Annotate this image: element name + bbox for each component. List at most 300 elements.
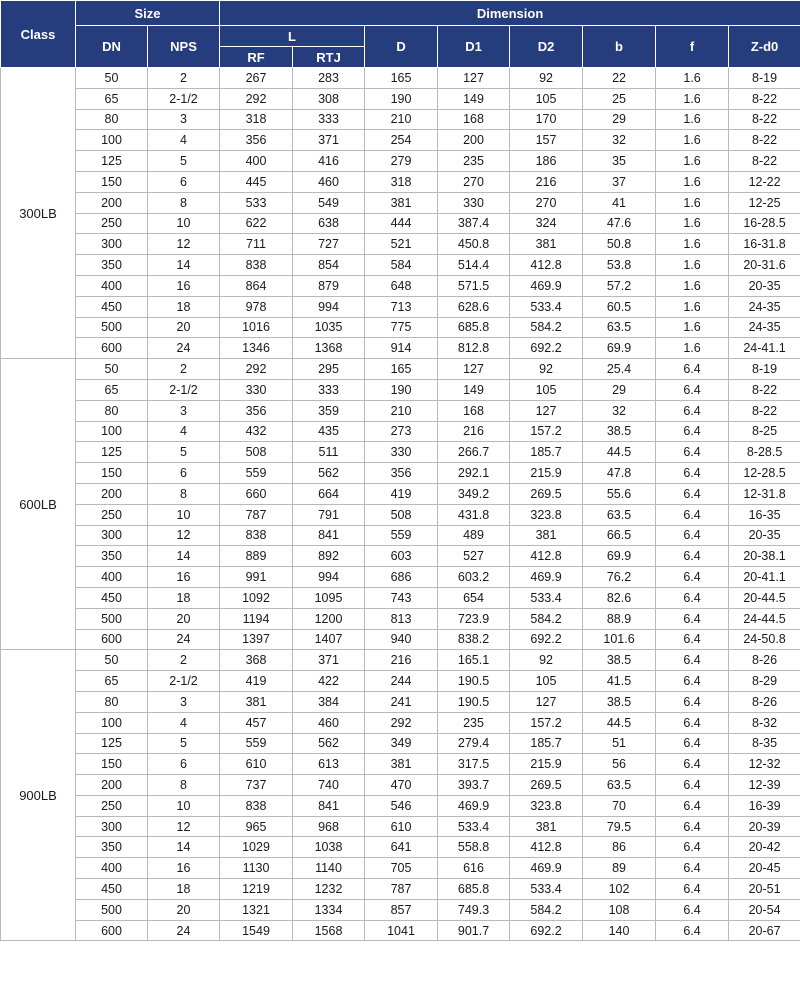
cell-b: 79.5 (583, 816, 656, 837)
cell-b: 55.6 (583, 483, 656, 504)
cell-d: 241 (365, 691, 438, 712)
cell-d2: 170 (510, 109, 583, 130)
cell-dn: 150 (76, 754, 148, 775)
cell-nps: 3 (148, 400, 220, 421)
cell-d1: 292.1 (438, 463, 510, 484)
cell-d1: 387.4 (438, 213, 510, 234)
cell-f: 6.4 (656, 359, 729, 380)
cell-d2: 692.2 (510, 338, 583, 359)
table-row (1, 733, 800, 754)
cell-rf: 660 (220, 483, 293, 504)
cell-d1: 127 (438, 359, 510, 380)
cell-f: 6.4 (656, 546, 729, 567)
cell-f: 1.6 (656, 109, 729, 130)
cell-d2: 324 (510, 213, 583, 234)
cell-f: 1.6 (656, 130, 729, 151)
table-body (1, 68, 800, 941)
cell-nps: 5 (148, 442, 220, 463)
cell-rtj: 613 (293, 754, 365, 775)
cell-d1: 349.2 (438, 483, 510, 504)
cell-f: 6.4 (656, 400, 729, 421)
cell-b: 41.5 (583, 671, 656, 692)
cell-d1: 450.8 (438, 234, 510, 255)
cell-dn: 450 (76, 879, 148, 900)
table-row (1, 858, 800, 879)
cell-rf: 1321 (220, 899, 293, 920)
cell-rtj: 511 (293, 442, 365, 463)
cell-b: 29 (583, 109, 656, 130)
header-rtj: RTJ (293, 47, 365, 68)
table-row (1, 379, 800, 400)
cell-zd0: 8-29 (729, 671, 800, 692)
cell-d: 521 (365, 234, 438, 255)
cell-rf: 838 (220, 795, 293, 816)
cell-dn: 65 (76, 88, 148, 109)
cell-f: 6.4 (656, 775, 729, 796)
header-f: f (656, 26, 729, 68)
cell-rf: 292 (220, 88, 293, 109)
header-rf: RF (220, 47, 293, 68)
cell-f: 1.6 (656, 171, 729, 192)
cell-zd0: 20-51 (729, 879, 800, 900)
cell-b: 50.8 (583, 234, 656, 255)
cell-zd0: 20-31.6 (729, 255, 800, 276)
cell-d: 775 (365, 317, 438, 338)
cell-d1: 190.5 (438, 671, 510, 692)
cell-rf: 559 (220, 733, 293, 754)
cell-f: 6.4 (656, 463, 729, 484)
cell-d2: 381 (510, 234, 583, 255)
cell-nps: 24 (148, 629, 220, 650)
header-d1: D1 (438, 26, 510, 68)
cell-d1: 628.6 (438, 296, 510, 317)
cell-d: 244 (365, 671, 438, 692)
cell-d: 705 (365, 858, 438, 879)
cell-d: 190 (365, 379, 438, 400)
cell-d: 813 (365, 608, 438, 629)
cell-d1: 812.8 (438, 338, 510, 359)
cell-rf: 1549 (220, 920, 293, 941)
cell-dn: 600 (76, 920, 148, 941)
cell-d1: 603.2 (438, 567, 510, 588)
cell-dn: 250 (76, 504, 148, 525)
cell-d2: 584.2 (510, 608, 583, 629)
cell-nps: 14 (148, 546, 220, 567)
cell-dn: 300 (76, 234, 148, 255)
cell-dn: 250 (76, 795, 148, 816)
cell-dn: 400 (76, 858, 148, 879)
cell-f: 6.4 (656, 650, 729, 671)
cell-rtj: 1407 (293, 629, 365, 650)
cell-nps: 20 (148, 317, 220, 338)
cell-f: 6.4 (656, 421, 729, 442)
cell-dn: 200 (76, 483, 148, 504)
cell-d1: 149 (438, 88, 510, 109)
cell-d1: 317.5 (438, 754, 510, 775)
cell-d: 165 (365, 68, 438, 89)
cell-b: 66.5 (583, 525, 656, 546)
cell-d: 1041 (365, 920, 438, 941)
cell-d: 349 (365, 733, 438, 754)
cell-d1: 431.8 (438, 504, 510, 525)
cell-nps: 16 (148, 567, 220, 588)
cell-rtj: 1140 (293, 858, 365, 879)
cell-b: 70 (583, 795, 656, 816)
cell-d1: 216 (438, 421, 510, 442)
cell-d: 940 (365, 629, 438, 650)
cell-rf: 991 (220, 567, 293, 588)
cell-rf: 965 (220, 816, 293, 837)
cell-f: 1.6 (656, 151, 729, 172)
cell-nps: 24 (148, 920, 220, 941)
cell-b: 86 (583, 837, 656, 858)
cell-rf: 1397 (220, 629, 293, 650)
cell-f: 6.4 (656, 504, 729, 525)
cell-f: 6.4 (656, 899, 729, 920)
cell-dn: 300 (76, 525, 148, 546)
cell-f: 6.4 (656, 629, 729, 650)
cell-rtj: 664 (293, 483, 365, 504)
cell-f: 1.6 (656, 338, 729, 359)
cell-zd0: 8-22 (729, 151, 800, 172)
table-row (1, 567, 800, 588)
cell-zd0: 12-28.5 (729, 463, 800, 484)
table-row (1, 629, 800, 650)
table-row (1, 899, 800, 920)
cell-zd0: 8-22 (729, 109, 800, 130)
cell-nps: 12 (148, 525, 220, 546)
cell-b: 47.8 (583, 463, 656, 484)
cell-b: 102 (583, 879, 656, 900)
cell-d: 210 (365, 400, 438, 421)
cell-d1: 654 (438, 587, 510, 608)
cell-d: 190 (365, 88, 438, 109)
cell-d2: 215.9 (510, 754, 583, 775)
cell-d2: 92 (510, 68, 583, 89)
cell-b: 69.9 (583, 338, 656, 359)
cell-d: 444 (365, 213, 438, 234)
cell-rf: 838 (220, 255, 293, 276)
cell-d: 330 (365, 442, 438, 463)
header-size: Size (76, 1, 220, 26)
cell-f: 6.4 (656, 567, 729, 588)
cell-d1: 533.4 (438, 816, 510, 837)
cell-d1: 469.9 (438, 795, 510, 816)
cell-rf: 1130 (220, 858, 293, 879)
table-row (1, 400, 800, 421)
cell-rtj: 283 (293, 68, 365, 89)
cell-zd0: 20-45 (729, 858, 800, 879)
cell-nps: 12 (148, 816, 220, 837)
table-row (1, 296, 800, 317)
cell-d1: 685.8 (438, 879, 510, 900)
cell-rf: 737 (220, 775, 293, 796)
table-row (1, 795, 800, 816)
cell-nps: 6 (148, 754, 220, 775)
cell-b: 25 (583, 88, 656, 109)
cell-b: 88.9 (583, 608, 656, 629)
table-row (1, 151, 800, 172)
cell-d2: 412.8 (510, 546, 583, 567)
cell-d2: 269.5 (510, 483, 583, 504)
cell-zd0: 8-26 (729, 691, 800, 712)
cell-rtj: 968 (293, 816, 365, 837)
cell-f: 1.6 (656, 317, 729, 338)
cell-d1: 838.2 (438, 629, 510, 650)
cell-zd0: 16-31.8 (729, 234, 800, 255)
cell-f: 6.4 (656, 795, 729, 816)
cell-d2: 412.8 (510, 837, 583, 858)
cell-zd0: 12-32 (729, 754, 800, 775)
header-b: b (583, 26, 656, 68)
cell-d1: 489 (438, 525, 510, 546)
cell-rtj: 371 (293, 650, 365, 671)
cell-b: 63.5 (583, 317, 656, 338)
table-row (1, 88, 800, 109)
cell-f: 1.6 (656, 255, 729, 276)
cell-d2: 92 (510, 650, 583, 671)
cell-d: 743 (365, 587, 438, 608)
cell-nps: 5 (148, 733, 220, 754)
cell-zd0: 20-35 (729, 525, 800, 546)
table-row (1, 255, 800, 276)
cell-rf: 1092 (220, 587, 293, 608)
cell-d1: 616 (438, 858, 510, 879)
cell-d1: 165.1 (438, 650, 510, 671)
cell-d: 254 (365, 130, 438, 151)
cell-rf: 381 (220, 691, 293, 712)
cell-d: 686 (365, 567, 438, 588)
cell-zd0: 8-19 (729, 68, 800, 89)
cell-rtj: 435 (293, 421, 365, 442)
cell-rtj: 1038 (293, 837, 365, 858)
cell-nps: 2-1/2 (148, 88, 220, 109)
cell-dn: 125 (76, 151, 148, 172)
cell-b: 60.5 (583, 296, 656, 317)
header-d: D (365, 26, 438, 68)
cell-d: 279 (365, 151, 438, 172)
cell-nps: 5 (148, 151, 220, 172)
header-dn: DN (76, 26, 148, 68)
cell-f: 1.6 (656, 88, 729, 109)
cell-rtj: 841 (293, 795, 365, 816)
cell-rf: 330 (220, 379, 293, 400)
cell-d: 292 (365, 712, 438, 733)
cell-zd0: 24-41.1 (729, 338, 800, 359)
cell-d2: 127 (510, 691, 583, 712)
cell-dn: 350 (76, 255, 148, 276)
class-cell: 300LB (1, 68, 76, 359)
table-row (1, 130, 800, 151)
cell-rtj: 416 (293, 151, 365, 172)
cell-rtj: 892 (293, 546, 365, 567)
cell-rtj: 791 (293, 504, 365, 525)
cell-rtj: 1035 (293, 317, 365, 338)
cell-rf: 432 (220, 421, 293, 442)
cell-d2: 692.2 (510, 629, 583, 650)
cell-rf: 445 (220, 171, 293, 192)
cell-nps: 10 (148, 504, 220, 525)
cell-rtj: 740 (293, 775, 365, 796)
cell-f: 6.4 (656, 858, 729, 879)
table-row (1, 68, 800, 89)
cell-dn: 400 (76, 275, 148, 296)
cell-b: 63.5 (583, 504, 656, 525)
table-row (1, 483, 800, 504)
cell-d2: 533.4 (510, 879, 583, 900)
cell-nps: 24 (148, 338, 220, 359)
table-row (1, 192, 800, 213)
cell-nps: 2 (148, 68, 220, 89)
cell-d: 381 (365, 754, 438, 775)
cell-f: 1.6 (656, 192, 729, 213)
header-zd0: Z-d0 (729, 26, 800, 68)
cell-zd0: 20-41.1 (729, 567, 800, 588)
cell-d2: 533.4 (510, 587, 583, 608)
table-row (1, 504, 800, 525)
cell-f: 6.4 (656, 837, 729, 858)
table-row (1, 816, 800, 837)
cell-nps: 2 (148, 359, 220, 380)
cell-nps: 18 (148, 879, 220, 900)
cell-dn: 100 (76, 712, 148, 733)
cell-d: 648 (365, 275, 438, 296)
cell-d1: 200 (438, 130, 510, 151)
cell-d2: 105 (510, 379, 583, 400)
cell-d1: 558.8 (438, 837, 510, 858)
cell-rtj: 371 (293, 130, 365, 151)
table-row (1, 920, 800, 941)
cell-zd0: 8-35 (729, 733, 800, 754)
cell-dn: 80 (76, 109, 148, 130)
cell-rtj: 460 (293, 171, 365, 192)
cell-rf: 711 (220, 234, 293, 255)
cell-dn: 50 (76, 68, 148, 89)
table-row (1, 525, 800, 546)
cell-rf: 508 (220, 442, 293, 463)
cell-nps: 2-1/2 (148, 379, 220, 400)
cell-rf: 978 (220, 296, 293, 317)
cell-rf: 457 (220, 712, 293, 733)
cell-nps: 4 (148, 712, 220, 733)
cell-rf: 1219 (220, 879, 293, 900)
cell-rtj: 854 (293, 255, 365, 276)
table-row (1, 671, 800, 692)
cell-d2: 381 (510, 816, 583, 837)
cell-d2: 469.9 (510, 567, 583, 588)
table-row (1, 338, 800, 359)
cell-d1: 235 (438, 712, 510, 733)
cell-b: 44.5 (583, 712, 656, 733)
cell-d2: 533.4 (510, 296, 583, 317)
cell-nps: 16 (148, 858, 220, 879)
cell-b: 22 (583, 68, 656, 89)
cell-b: 57.2 (583, 275, 656, 296)
cell-rtj: 359 (293, 400, 365, 421)
cell-nps: 8 (148, 192, 220, 213)
header-dimension: Dimension (220, 1, 800, 26)
cell-f: 6.4 (656, 712, 729, 733)
cell-dn: 400 (76, 567, 148, 588)
cell-d1: 527 (438, 546, 510, 567)
cell-f: 1.6 (656, 68, 729, 89)
cell-d1: 393.7 (438, 775, 510, 796)
table-header (1, 1, 800, 68)
cell-dn: 350 (76, 546, 148, 567)
cell-zd0: 24-35 (729, 317, 800, 338)
cell-b: 101.6 (583, 629, 656, 650)
cell-d2: 92 (510, 359, 583, 380)
cell-rtj: 727 (293, 234, 365, 255)
cell-f: 1.6 (656, 234, 729, 255)
cell-d2: 270 (510, 192, 583, 213)
cell-dn: 450 (76, 296, 148, 317)
cell-rf: 292 (220, 359, 293, 380)
cell-d2: 469.9 (510, 275, 583, 296)
cell-dn: 350 (76, 837, 148, 858)
cell-d: 356 (365, 463, 438, 484)
cell-d: 787 (365, 879, 438, 900)
cell-zd0: 24-50.8 (729, 629, 800, 650)
cell-b: 44.5 (583, 442, 656, 463)
cell-d1: 168 (438, 109, 510, 130)
cell-zd0: 8-22 (729, 130, 800, 151)
cell-rtj: 994 (293, 296, 365, 317)
cell-rf: 267 (220, 68, 293, 89)
cell-rf: 1016 (220, 317, 293, 338)
cell-zd0: 20-54 (729, 899, 800, 920)
cell-zd0: 8-19 (729, 359, 800, 380)
class-cell: 900LB (1, 650, 76, 941)
cell-d: 165 (365, 359, 438, 380)
cell-d2: 469.9 (510, 858, 583, 879)
cell-dn: 500 (76, 899, 148, 920)
cell-b: 25.4 (583, 359, 656, 380)
table-row (1, 275, 800, 296)
cell-zd0: 8-22 (729, 400, 800, 421)
table-row (1, 109, 800, 130)
cell-nps: 10 (148, 213, 220, 234)
cell-d: 603 (365, 546, 438, 567)
cell-d2: 584.2 (510, 317, 583, 338)
cell-nps: 12 (148, 234, 220, 255)
cell-f: 6.4 (656, 608, 729, 629)
cell-nps: 3 (148, 691, 220, 712)
cell-d: 470 (365, 775, 438, 796)
cell-zd0: 8-32 (729, 712, 800, 733)
header-nps: NPS (148, 26, 220, 68)
cell-zd0: 16-35 (729, 504, 800, 525)
cell-rtj: 1368 (293, 338, 365, 359)
cell-zd0: 20-67 (729, 920, 800, 941)
cell-d: 559 (365, 525, 438, 546)
cell-d: 381 (365, 192, 438, 213)
cell-d1: 749.3 (438, 899, 510, 920)
cell-dn: 600 (76, 338, 148, 359)
cell-f: 1.6 (656, 296, 729, 317)
cell-d2: 216 (510, 171, 583, 192)
cell-b: 38.5 (583, 691, 656, 712)
cell-zd0: 12-39 (729, 775, 800, 796)
cell-d: 914 (365, 338, 438, 359)
cell-nps: 2 (148, 650, 220, 671)
cell-d2: 269.5 (510, 775, 583, 796)
cell-rtj: 1095 (293, 587, 365, 608)
cell-rf: 1346 (220, 338, 293, 359)
cell-b: 89 (583, 858, 656, 879)
cell-rf: 559 (220, 463, 293, 484)
cell-zd0: 20-39 (729, 816, 800, 837)
